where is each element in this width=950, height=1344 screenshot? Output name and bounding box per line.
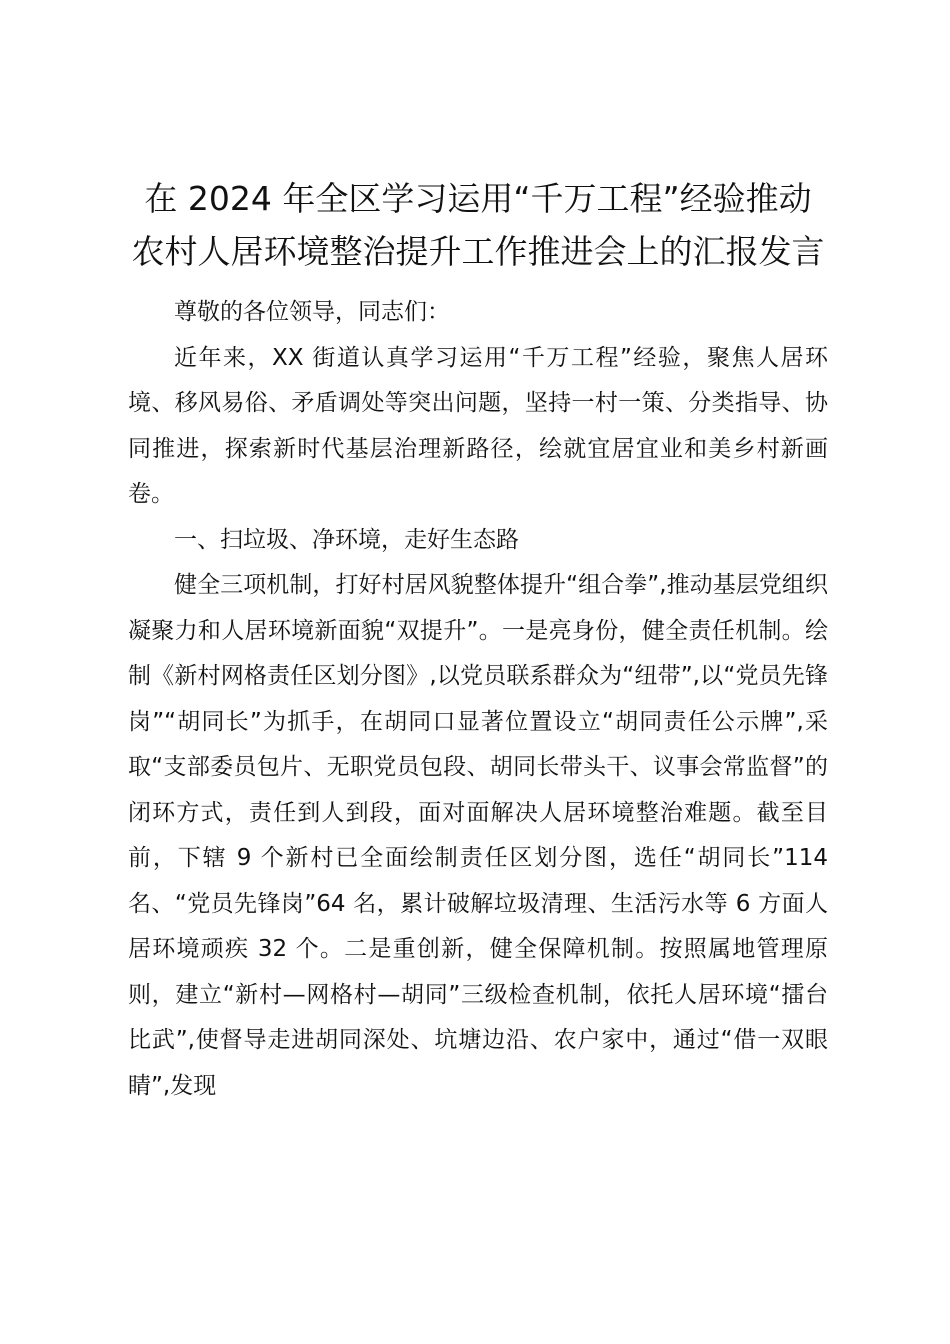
- document-title: 在 2024 年全区学习运用“千万工程”经验推动农村人居环境整治提升工作推进会上的汇报发言: [131, 179, 825, 271]
- intro-paragraph: 近年来，XX 街道认真学习运用“千万工程”经验，聚焦人居环境、移风易俗、矛盾调处等突出问题，坚持一村一策、分类指导、协同推进，探索新时代基层治理新路径，绘就宜居宜业和美乡村新画卷。: [128, 344, 828, 507]
- document-body: [128, 290, 828, 1109]
- salutation-paragraph: 尊敬的各位领导，同志们：: [174, 299, 450, 325]
- body-paragraph: 健全三项机制，打好村居风貌整体提升“组合拳”,推动基层党组织凝聚力和人居环境新面貌“双提升”。一是亮身份，健全责任机制。绘制《新村网格责任区划分图》,以党员联系群众为“纽带”,以“党员先锋岗”“胡同长”为抓手，在胡同口显著位置设立“胡同责任公示牌”,采取“支部委员包片、无职党员包段、胡同长带头干、议事会常监督”的闭环方式，责任到人到段，面对面解决人居环境整治难题。截至目前，下辖 9 个新村已全面绘制责任区划分图，选任“胡同长”114 名、“党员先锋岗”64 名，累计破解垃圾清理、生活污水等 6 方面人居环境顽疾 32 个。二是重创新，健全保障机制。按照属地管理原则，建立“新村—网格村—胡同”三级检查机制，依托人居环境“擂台比武”,使督导走进胡同深处、坑塘边沿、农户家中，通过“借一双眼睛”,发现: [128, 572, 828, 1099]
- section-heading: 一、扫垃圾、净环境，走好生态路: [174, 526, 519, 553]
- document-page: [128, 172, 828, 1109]
